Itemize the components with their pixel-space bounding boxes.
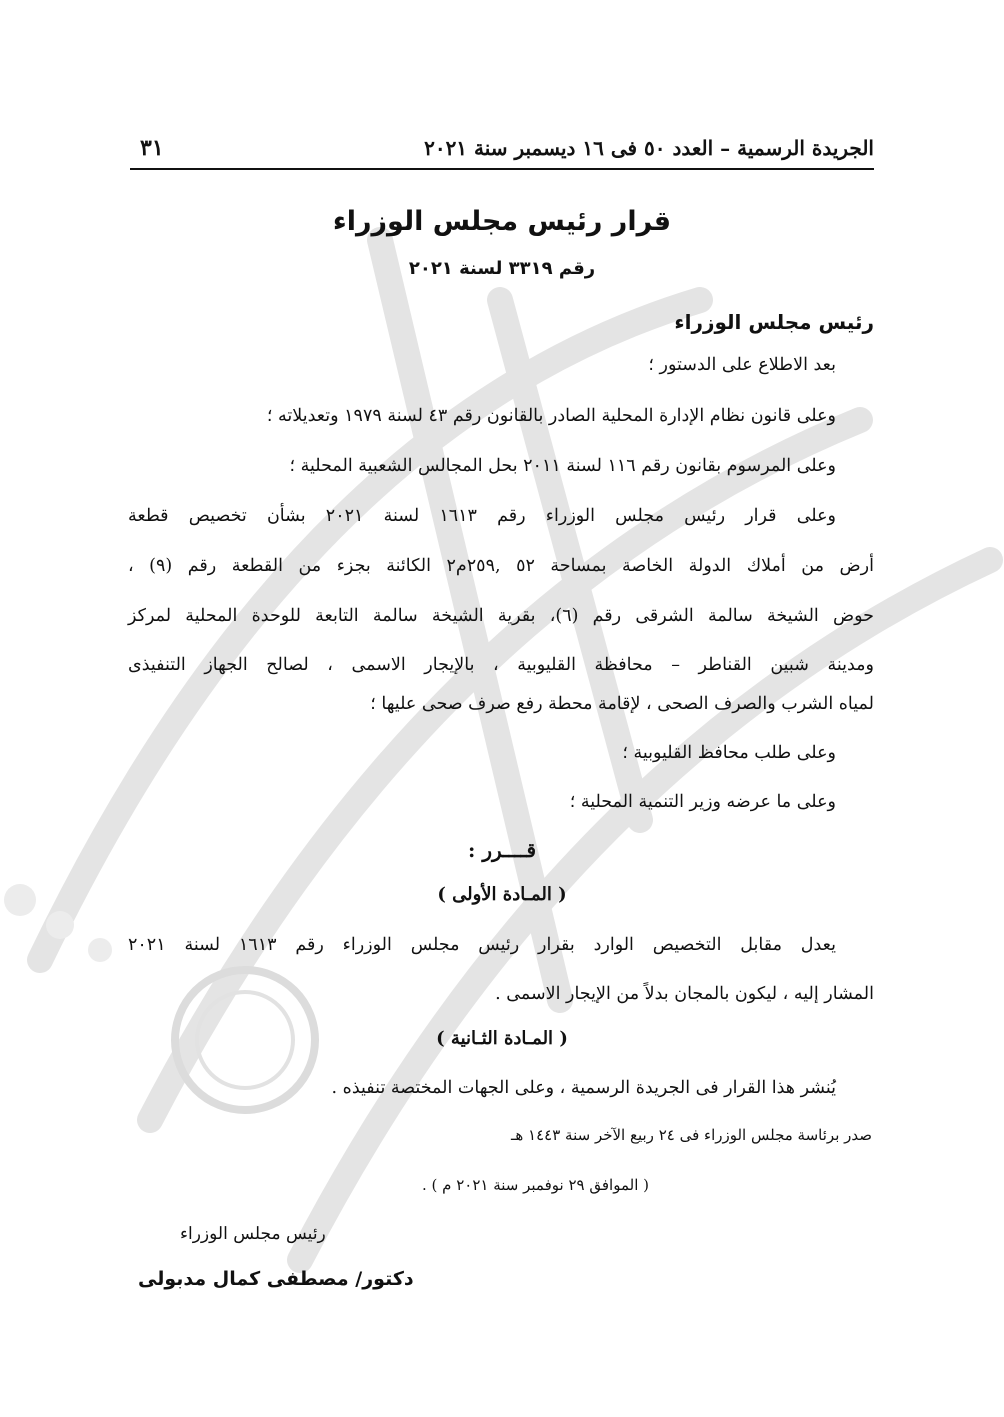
article-1-heading: ( المـادة الأولى ) [437,884,567,905]
gazette-title: الجريدة الرسمية – العدد ٥٠ فى ١٦ ديسمبر سنة ٢٠٢١ [424,136,874,160]
paragraph-line: حوض الشيخة سالمة الشرقى رقم (٦)، بقرية الشيخة سالمة التابعة للوحدة المحلية لمركز [128,606,874,626]
article-1-line: يعدل مقابل التخصيص الوارد بقرار رئيس مجلس الوزراء رقم ١٦١٣ لسنة ٢٠٢١ [128,935,836,955]
article-2-text: يُنشر هذا القرار فى الجريدة الرسمية ، وعلى الجهات المختصة تنفيذه . [331,1078,836,1098]
signature-title: رئيس مجلس الوزراء [180,1224,326,1244]
signature-name: دكتور/ مصطفى كمال مدبولى [138,1268,414,1290]
page-number: ٣١ [140,135,164,161]
decree-number: رقم ٣٣١٩ لسنة ٢٠٢١ [408,258,596,279]
article-1-line: المشار إليه ، ليكون بالمجان بدلاً من الإيجار الاسمى . [495,984,874,1004]
preamble-line: بعد الاطلاع على الدستور ؛ [648,355,836,375]
issued-date-gregorian: ( الموافق ٢٩ نوفمبر سنة ٢٠٢١ م ) . [422,1176,649,1194]
paragraph-line: وعلى قرار رئيس مجلس الوزراء رقم ١٦١٣ لسنة ٢٠٢١ بشأن تخصيص قطعة [128,506,836,526]
article-2-heading: ( المـادة الثـانية ) [436,1028,568,1049]
preamble-line: وعلى قانون نظام الإدارة المحلية الصادر بالقانون رقم ٤٣ لسنة ١٩٧٩ وتعديلاته ؛ [266,406,836,426]
decree-title: قرار رئيس مجلس الوزراء [332,206,672,237]
preamble-line: وعلى طلب محافظ القليوبية ؛ [622,743,836,763]
issued-date-hijri: صدر برئاسة مجلس الوزراء فى ٢٤ ربيع الآخر سنة ١٤٤٣ هـ [510,1126,872,1144]
issuer-heading: رئيس مجلس الوزراء [674,310,874,334]
preamble-line: وعلى ما عرضه وزير التنمية المحلية ؛ [569,792,836,812]
page-header [130,128,874,170]
decided-heading: قــــرر : [467,838,537,862]
paragraph-line: لمياه الشرب والصرف الصحى ، لإقامة محطة رفع صرف صحى عليها ؛ [370,694,874,714]
paragraph-line: أرض من أملاك الدولة الخاصة بمساحة ٥٢ ,٢٥٩م٢ الكائنة بجزء من القطعة رقم (٩) ، [128,556,874,576]
preamble-line: وعلى المرسوم بقانون رقم ١١٦ لسنة ٢٠١١ بحل المجالس الشعبية المحلية ؛ [289,456,836,476]
paragraph-line: ومدينة شبين القناطر – محافظة القليوبية ، بالإيجار الاسمى ، لصالح الجهاز التنفيذى [128,655,874,675]
